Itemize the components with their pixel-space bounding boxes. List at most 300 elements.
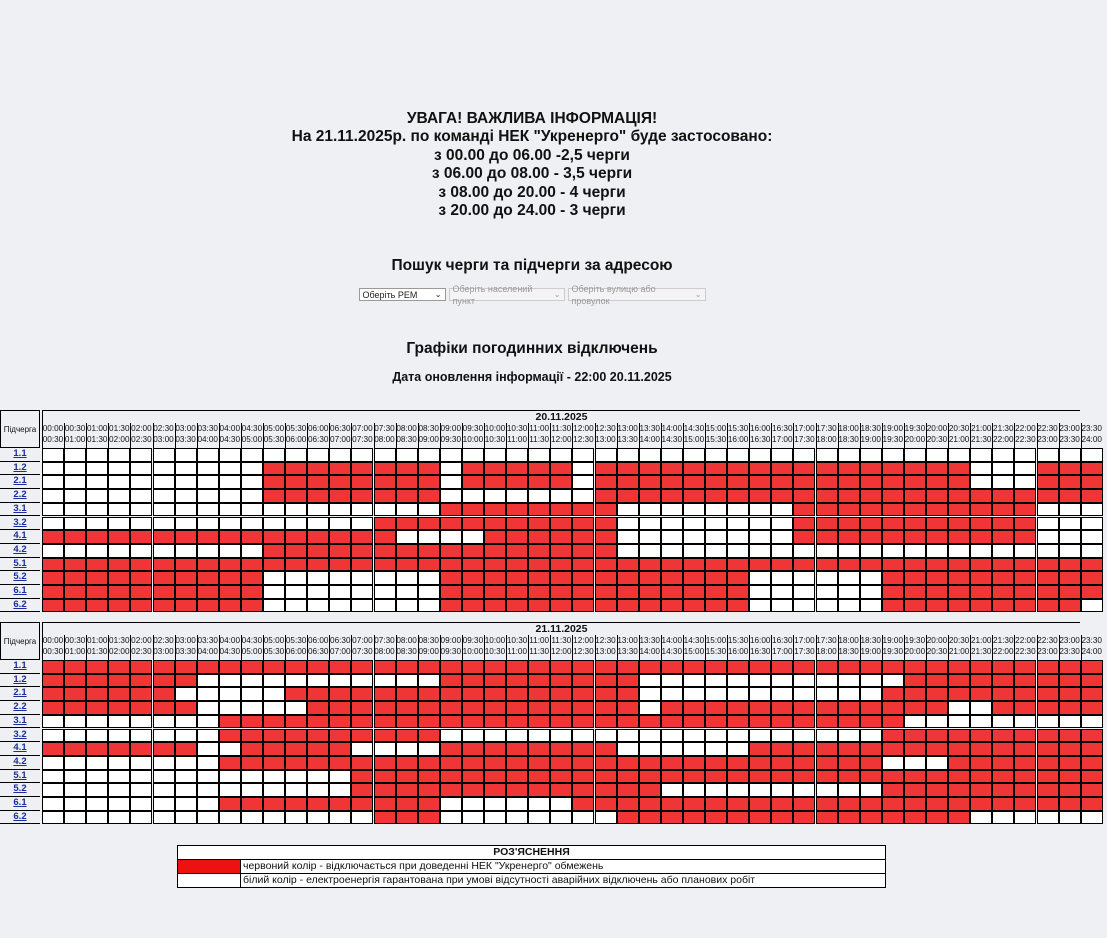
power-cell <box>108 448 130 462</box>
outage-cell <box>816 503 838 517</box>
power-cell <box>572 448 594 462</box>
outage-cell <box>175 585 197 599</box>
time-slot-start: 03:30 <box>197 424 218 433</box>
power-cell <box>374 571 396 585</box>
power-cell <box>396 503 418 517</box>
outage-cell <box>683 571 705 585</box>
queue-link[interactable]: 1.2 <box>0 674 40 688</box>
power-cell <box>329 517 351 531</box>
outage-cell <box>374 811 396 825</box>
outage-cell <box>528 571 550 585</box>
outage-cell <box>683 475 705 489</box>
outage-cell <box>418 701 440 715</box>
power-cell <box>108 503 130 517</box>
outage-cell <box>860 756 882 770</box>
time-slot-end: 19:00 <box>860 435 881 444</box>
outage-cell <box>816 797 838 811</box>
outage-cell <box>219 585 241 599</box>
outage-cell <box>1014 742 1036 756</box>
outage-cell <box>904 503 926 517</box>
outage-cell <box>175 674 197 688</box>
power-cell <box>241 687 263 701</box>
outage-cell <box>617 660 639 674</box>
power-cell <box>64 517 86 531</box>
outage-cell <box>639 599 661 613</box>
time-slot-end: 09:00 <box>418 435 439 444</box>
outage-cell <box>749 701 771 715</box>
time-slot-start: 21:30 <box>993 636 1014 645</box>
outage-cell <box>329 660 351 674</box>
outage-cell <box>64 674 86 688</box>
power-cell <box>130 448 152 462</box>
outage-cell <box>86 687 108 701</box>
power-cell <box>793 674 815 688</box>
outage-cell <box>86 558 108 572</box>
time-slot-end: 06:00 <box>285 647 307 656</box>
outage-cell <box>838 489 860 503</box>
outage-cell <box>992 489 1014 503</box>
outage-cell <box>241 660 263 674</box>
time-slot-start: 05:30 <box>285 636 307 645</box>
power-cell <box>219 475 241 489</box>
queue-link[interactable]: 3.2 <box>0 517 40 531</box>
outage-cell <box>263 544 285 558</box>
notice-line: з 06.00 до 08.00 - 3,5 черги <box>431 165 633 183</box>
power-cell <box>307 599 329 613</box>
outage-cell <box>1014 687 1036 701</box>
power-cell <box>329 674 351 688</box>
power-cell <box>418 503 440 517</box>
queue-link[interactable]: 6.1 <box>0 585 40 599</box>
outage-cell <box>1059 756 1081 770</box>
outage-cell <box>307 660 329 674</box>
outage-cell <box>263 660 285 674</box>
outage-cell <box>484 571 506 585</box>
outage-cell <box>727 756 749 770</box>
outage-cell <box>793 756 815 770</box>
queue-link[interactable]: 2.2 <box>0 489 40 503</box>
power-cell <box>661 503 683 517</box>
outage-cell <box>661 701 683 715</box>
time-slot-end: 07:00 <box>330 647 351 656</box>
power-cell <box>992 462 1014 476</box>
power-cell <box>440 475 462 489</box>
power-cell <box>882 674 904 688</box>
outage-cell <box>64 660 86 674</box>
outage-cell <box>484 715 506 729</box>
outage-cell <box>1081 742 1103 756</box>
outage-cell <box>374 797 396 811</box>
outage-cell <box>506 571 528 585</box>
power-cell <box>462 797 484 811</box>
power-cell <box>329 448 351 462</box>
power-cell <box>727 530 749 544</box>
outage-cell <box>506 687 528 701</box>
time-slot-end: 08:00 <box>374 435 395 444</box>
outage-cell <box>396 770 418 784</box>
outage-cell <box>506 756 528 770</box>
time-slot-end: 07:30 <box>352 435 373 444</box>
time-slot-start: 20:30 <box>948 424 970 433</box>
outage-cell <box>263 558 285 572</box>
outage-cell <box>1059 475 1081 489</box>
outage-cell <box>860 530 882 544</box>
outage-cell <box>948 811 970 825</box>
outage-cell <box>860 489 882 503</box>
power-cell <box>550 489 572 503</box>
outage-cell <box>506 585 528 599</box>
queue-link[interactable]: 2.2 <box>0 701 40 715</box>
time-slot-start: 02:00 <box>131 424 152 433</box>
power-cell <box>484 811 506 825</box>
time-slot-end: 15:00 <box>683 435 705 444</box>
outage-cell <box>219 530 241 544</box>
queue-link[interactable]: 5.2 <box>0 783 40 797</box>
power-cell <box>263 517 285 531</box>
outage-cell <box>219 558 241 572</box>
outage-cell <box>153 558 175 572</box>
outage-cell <box>595 462 617 476</box>
outage-cell <box>705 715 727 729</box>
outage-cell <box>329 462 351 476</box>
power-cell <box>462 729 484 743</box>
power-cell <box>816 585 838 599</box>
time-slot-start: 07:00 <box>352 424 373 433</box>
outage-cell <box>550 783 572 797</box>
time-slot-start: 06:00 <box>307 424 329 433</box>
power-cell <box>462 530 484 544</box>
queue-link[interactable]: 3.1 <box>0 503 40 517</box>
power-cell <box>683 503 705 517</box>
power-cell <box>705 674 727 688</box>
power-cell <box>175 544 197 558</box>
time-slot-start: 00:00 <box>42 424 64 433</box>
power-cell <box>970 462 992 476</box>
time-slot-start: 01:00 <box>86 636 108 645</box>
queue-link[interactable]: 4.1 <box>0 530 40 544</box>
power-cell <box>1059 448 1081 462</box>
settlement-select[interactable] <box>449 283 565 306</box>
outage-cell <box>263 475 285 489</box>
power-cell <box>175 811 197 825</box>
outage-cell <box>396 475 418 489</box>
outage-cell <box>1081 701 1103 715</box>
queue-link[interactable]: 2.1 <box>0 687 40 701</box>
outage-cell <box>749 742 771 756</box>
outage-cell <box>528 517 550 531</box>
time-slot-start: 15:00 <box>705 636 727 645</box>
power-cell <box>793 729 815 743</box>
power-cell <box>86 756 108 770</box>
outage-cell <box>838 742 860 756</box>
outage-cell <box>595 674 617 688</box>
power-cell <box>926 756 948 770</box>
time-slot-start: 12:30 <box>595 636 616 645</box>
outage-cell <box>153 674 175 688</box>
outage-cell <box>1014 797 1036 811</box>
time-slot-end: 13:30 <box>617 435 638 444</box>
power-cell <box>683 448 705 462</box>
power-cell <box>396 571 418 585</box>
power-cell <box>108 783 130 797</box>
outage-cell <box>882 660 904 674</box>
power-cell <box>926 544 948 558</box>
power-cell <box>241 462 263 476</box>
outage-cell <box>904 701 926 715</box>
queue-row <box>0 701 1080 715</box>
power-cell <box>175 687 197 701</box>
queue-link[interactable]: 4.1 <box>0 742 40 756</box>
outage-cell <box>838 811 860 825</box>
power-cell <box>329 783 351 797</box>
power-cell <box>683 729 705 743</box>
outage-cell <box>948 729 970 743</box>
power-cell <box>838 729 860 743</box>
time-slot-end: 22:00 <box>993 435 1014 444</box>
outage-cell <box>175 742 197 756</box>
power-cell <box>1081 715 1103 729</box>
outage-cell <box>1081 489 1103 503</box>
outage-cell <box>816 756 838 770</box>
outage-cell <box>617 770 639 784</box>
outage-cell <box>882 715 904 729</box>
queue-link[interactable]: 5.2 <box>0 571 40 585</box>
street-select[interactable] <box>568 283 706 306</box>
outage-cell <box>882 517 904 531</box>
queue-link[interactable]: 1.1 <box>0 660 40 674</box>
outage-cell <box>617 475 639 489</box>
queue-link[interactable]: 3.2 <box>0 729 40 743</box>
queue-link[interactable]: 5.1 <box>0 558 40 572</box>
power-cell <box>86 475 108 489</box>
time-slot-end: 15:00 <box>683 647 705 656</box>
power-cell <box>506 811 528 825</box>
queue-link[interactable]: 6.2 <box>0 811 40 825</box>
outage-cell <box>705 571 727 585</box>
power-cell <box>418 448 440 462</box>
outage-cell <box>108 530 130 544</box>
power-cell <box>175 729 197 743</box>
outage-cell <box>86 742 108 756</box>
outage-cell <box>1059 797 1081 811</box>
legend-title: РОЗ'ЯСНЕННЯ <box>178 846 885 860</box>
outage-cell <box>617 687 639 701</box>
outage-cell <box>639 462 661 476</box>
outage-cell <box>727 660 749 674</box>
queue-link[interactable]: 1.1 <box>0 448 40 462</box>
queue-link[interactable]: 4.2 <box>0 756 40 770</box>
power-cell <box>1037 544 1059 558</box>
outage-cell <box>528 530 550 544</box>
queue-link[interactable]: 4.2 <box>0 544 40 558</box>
power-cell <box>263 503 285 517</box>
power-cell <box>285 701 307 715</box>
time-slot-end: 17:00 <box>772 647 793 656</box>
outage-cell <box>683 701 705 715</box>
outage-cell <box>396 715 418 729</box>
power-cell <box>838 448 860 462</box>
power-cell <box>705 729 727 743</box>
outage-cell <box>1081 571 1103 585</box>
time-slot-start: 10:00 <box>484 424 506 433</box>
outage-cell <box>838 503 860 517</box>
time-slot-start: 11:00 <box>529 636 550 645</box>
outage-cell <box>528 599 550 613</box>
outage-cell <box>108 599 130 613</box>
power-cell <box>241 783 263 797</box>
outage-cell <box>1037 558 1059 572</box>
outage-cell <box>572 742 594 756</box>
outage-cell <box>771 742 793 756</box>
power-cell <box>595 448 617 462</box>
queue-link[interactable]: 2.1 <box>0 475 40 489</box>
power-cell <box>816 783 838 797</box>
rem-select-value: Оберіть РЕМ <box>362 289 418 300</box>
outage-cell <box>418 811 440 825</box>
power-cell <box>263 687 285 701</box>
outage-cell <box>860 797 882 811</box>
queue-link[interactable]: 6.2 <box>0 599 40 613</box>
outage-cell <box>595 517 617 531</box>
outage-cell <box>948 571 970 585</box>
notice-line: На 21.11.2025р. по команді НЕК "Укренерго" буде застосовано: <box>291 128 773 146</box>
outage-cell <box>595 701 617 715</box>
outage-cell <box>1014 517 1036 531</box>
power-cell <box>197 687 219 701</box>
outage-cell <box>1037 756 1059 770</box>
time-slot-end: 01:00 <box>64 647 86 656</box>
outage-cell <box>595 687 617 701</box>
outage-cell <box>816 770 838 784</box>
power-cell <box>992 448 1014 462</box>
outage-cell <box>528 783 550 797</box>
queue-link[interactable]: 5.1 <box>0 770 40 784</box>
time-slot-start: 13:30 <box>639 424 660 433</box>
outage-cell <box>329 489 351 503</box>
outage-cell <box>462 517 484 531</box>
outage-cell <box>771 715 793 729</box>
outage-cell <box>992 599 1014 613</box>
power-cell <box>440 489 462 503</box>
outage-cell <box>970 783 992 797</box>
outage-cell <box>329 797 351 811</box>
queue-link[interactable]: 3.1 <box>0 715 40 729</box>
time-slot-end: 21:30 <box>970 647 992 656</box>
outage-cell <box>970 660 992 674</box>
outage-cell <box>440 770 462 784</box>
time-slot-end: 15:30 <box>705 435 727 444</box>
time-slot-start: 19:30 <box>904 636 926 645</box>
outage-cell <box>705 475 727 489</box>
outage-cell <box>661 797 683 811</box>
queue-link[interactable]: 1.2 <box>0 462 40 476</box>
queue-column-header: Підчерга <box>0 622 40 660</box>
power-cell <box>617 729 639 743</box>
outage-cell <box>440 742 462 756</box>
outage-cell <box>1059 489 1081 503</box>
outage-cell <box>727 599 749 613</box>
outage-cell <box>595 715 617 729</box>
outage-cell <box>1037 770 1059 784</box>
time-slot-end: 16:30 <box>749 435 771 444</box>
outage-cell <box>992 797 1014 811</box>
outage-cell <box>948 475 970 489</box>
outage-cell <box>506 517 528 531</box>
time-slot-end: 11:00 <box>507 647 528 656</box>
power-cell <box>1081 544 1103 558</box>
important-notice <box>0 110 1064 220</box>
outage-cell <box>241 742 263 756</box>
power-cell <box>1014 462 1036 476</box>
outage-cell <box>241 797 263 811</box>
outage-cell <box>351 701 373 715</box>
outage-cell <box>86 674 108 688</box>
outage-cell <box>285 687 307 701</box>
power-cell <box>904 715 926 729</box>
time-slot-header <box>1081 635 1103 660</box>
power-cell <box>727 517 749 531</box>
outage-cell <box>307 462 329 476</box>
power-cell <box>64 729 86 743</box>
time-slot-start: 23:30 <box>1081 424 1102 433</box>
power-cell <box>528 811 550 825</box>
outage-cell <box>1037 742 1059 756</box>
power-cell <box>683 783 705 797</box>
power-cell <box>175 770 197 784</box>
outage-cell <box>904 517 926 531</box>
outage-cell <box>484 770 506 784</box>
outage-cell <box>130 687 152 701</box>
outage-cell <box>992 558 1014 572</box>
power-cell <box>1037 715 1059 729</box>
power-cell <box>771 674 793 688</box>
outage-cell <box>108 585 130 599</box>
rem-select[interactable] <box>359 288 446 301</box>
queue-link[interactable]: 6.1 <box>0 797 40 811</box>
power-cell <box>219 674 241 688</box>
queue-row <box>0 503 1080 517</box>
outage-cell <box>572 783 594 797</box>
power-cell <box>550 797 572 811</box>
outage-cell <box>130 585 152 599</box>
time-slot-start: 20:00 <box>926 424 948 433</box>
outage-cell <box>1059 742 1081 756</box>
queue-row <box>0 770 1080 784</box>
outage-cell <box>374 756 396 770</box>
outage-cell <box>506 715 528 729</box>
time-slot-end: 04:00 <box>197 435 218 444</box>
power-cell <box>241 489 263 503</box>
outage-cell <box>440 544 462 558</box>
outage-cell <box>639 770 661 784</box>
outage-cell <box>1014 783 1036 797</box>
time-slot-start: 08:30 <box>418 636 439 645</box>
outage-cell <box>727 585 749 599</box>
power-cell <box>639 544 661 558</box>
outage-cell <box>351 783 373 797</box>
power-cell <box>882 448 904 462</box>
power-cell <box>1014 715 1036 729</box>
outage-cell <box>307 729 329 743</box>
outage-cell <box>1081 462 1103 476</box>
outage-cell <box>484 599 506 613</box>
outage-cell <box>992 687 1014 701</box>
power-cell <box>661 674 683 688</box>
time-slot-start: 12:00 <box>573 636 594 645</box>
chevron-down-icon: ⌄ <box>553 289 561 299</box>
outage-cell <box>484 558 506 572</box>
white-swatch <box>178 874 241 887</box>
